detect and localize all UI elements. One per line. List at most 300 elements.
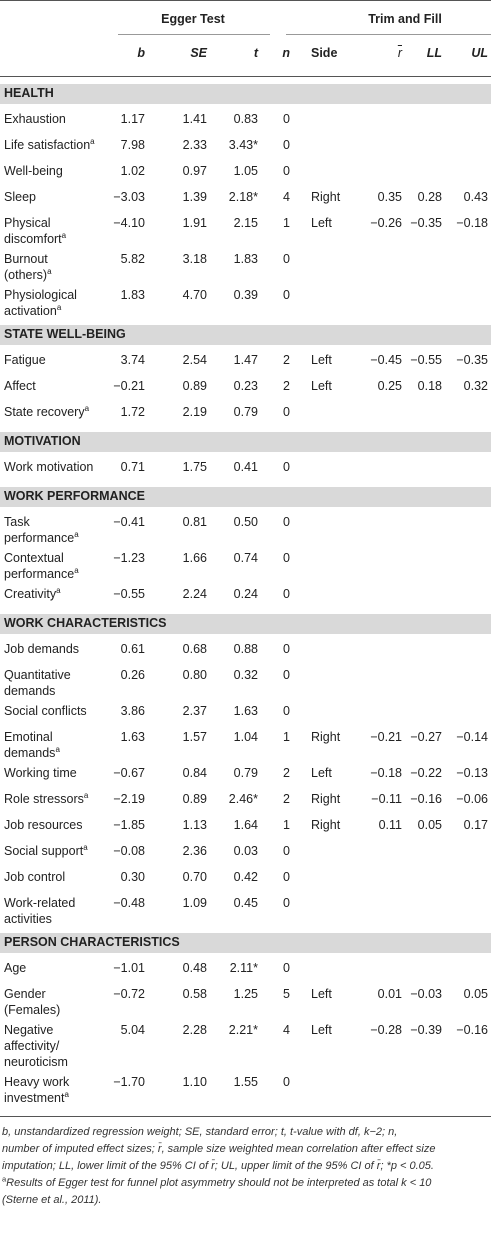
table-bottom-rule (0, 1116, 491, 1117)
cell-t: 0.24 (233, 587, 258, 601)
cell-se: 0.48 (182, 961, 207, 975)
cell-se: 2.36 (182, 844, 207, 858)
row-label-text: Age (4, 961, 27, 975)
cell-ul: −0.35 (456, 353, 488, 367)
cell-b: 5.82 (120, 252, 145, 266)
column-header-t: t (253, 46, 258, 60)
table-row (0, 729, 491, 765)
table-row (0, 189, 491, 215)
cell-side: Right (311, 190, 341, 204)
cell-ul: −0.13 (456, 766, 488, 780)
cell-n: 4 (283, 1023, 290, 1037)
cell-t: 2.11* (229, 961, 258, 975)
row-label (4, 960, 26, 976)
cell-b: 0.71 (120, 460, 145, 474)
cell-ll: −0.27 (410, 730, 442, 744)
cell-b: −2.19 (113, 792, 145, 806)
row-label (4, 287, 77, 303)
cell-n: 0 (283, 961, 290, 975)
row-label (4, 378, 36, 394)
cell-t: 2.46* (228, 792, 258, 806)
footnote-marker: a (83, 790, 89, 800)
row-label (4, 1090, 69, 1106)
row-label (4, 111, 66, 127)
cell-n: 0 (283, 164, 290, 178)
cell-se: 1.57 (182, 730, 207, 744)
cell-n: 0 (283, 870, 290, 884)
cell-se: 0.84 (182, 766, 207, 780)
row-label (4, 869, 65, 885)
row-label-text: Heavy work (4, 1075, 70, 1089)
table-row (0, 215, 491, 251)
cell-b: 1.17 (120, 112, 145, 126)
row-label-text: Task (4, 515, 30, 529)
cell-se: 0.89 (182, 379, 207, 393)
section-title: WORK PERFORMANCE (4, 489, 145, 503)
cell-b: 0.30 (120, 870, 145, 884)
cell-ul: 0.32 (463, 379, 488, 393)
cell-b: 3.86 (120, 704, 145, 718)
table-row (0, 817, 491, 843)
cell-n: 1 (283, 730, 290, 744)
cell-r: 0.35 (377, 190, 402, 204)
table-row (0, 251, 491, 287)
cell-ll: 0.28 (417, 190, 442, 204)
row-label (4, 251, 48, 267)
cell-t: 2.18* (228, 190, 258, 204)
cell-n: 0 (283, 704, 290, 718)
cell-t: 1.25 (233, 987, 258, 1001)
row-label (4, 231, 66, 247)
table-footnote (2, 1124, 488, 1209)
cell-r: 0.01 (377, 987, 402, 1001)
cell-se: 0.58 (182, 987, 207, 1001)
footnote-marker: a (90, 136, 95, 146)
cell-ll: −0.03 (410, 987, 442, 1001)
trim-fill-group-header: Trim and Fill (368, 12, 442, 26)
footnote-marker: a (64, 1089, 69, 1099)
cell-se: 2.54 (182, 353, 207, 367)
cell-b: −3.03 (113, 190, 145, 204)
table-row (0, 869, 491, 895)
row-label (4, 404, 89, 420)
section-title: HEALTH (4, 86, 54, 100)
table-row (0, 843, 491, 869)
cell-se: 0.81 (182, 515, 207, 529)
cell-se: 0.68 (182, 642, 207, 656)
cell-side: Left (311, 1023, 332, 1037)
row-label-text: Exhaustion (4, 112, 66, 126)
cell-t: 1.64 (233, 818, 258, 832)
column-header-n: n (282, 46, 290, 60)
header-bottom-rule (0, 76, 491, 77)
row-label-text: Creativity (4, 587, 57, 601)
section-band (0, 432, 491, 452)
footnote-marker: a (56, 302, 62, 312)
footnote-line: b, unstandardized regression weight; SE, standard error; t, t-value with df, k−2; n, (2, 1126, 398, 1138)
cell-n: 0 (283, 460, 290, 474)
cell-ul: −0.16 (456, 1023, 488, 1037)
cell-b: −1.85 (113, 818, 145, 832)
row-label (4, 189, 36, 205)
cell-b: 0.26 (120, 668, 145, 682)
cell-b: −0.48 (113, 896, 145, 910)
row-label-text: Well-being (4, 164, 63, 178)
footnote-line: (Sterne et al., 2011). (2, 1194, 102, 1206)
table-row (0, 352, 491, 378)
table-row (0, 703, 491, 729)
row-label-text: Job demands (4, 642, 80, 656)
row-label-text: Work-related (4, 896, 76, 910)
cell-r: 0.11 (378, 818, 402, 832)
row-label-text: (Females) (4, 1003, 61, 1017)
section-title: PERSON CHARACTERISTICS (4, 935, 180, 949)
table-row (0, 378, 491, 404)
cell-se: 2.24 (182, 587, 207, 601)
row-label (4, 817, 83, 833)
cell-se: 2.37 (182, 704, 207, 718)
cell-b: 0.61 (120, 642, 145, 656)
cell-se: 4.70 (182, 288, 207, 302)
cell-se: 2.28 (182, 1023, 207, 1037)
cell-se: 1.41 (182, 112, 207, 126)
footnote-marker: a (84, 403, 90, 413)
footnote-marker: a (56, 585, 61, 595)
cell-t: 0.79 (233, 405, 258, 419)
cell-side: Right (311, 792, 341, 806)
table-row (0, 586, 491, 612)
cell-b: −1.23 (113, 551, 145, 565)
row-label-text: Physiological (4, 288, 77, 302)
row-label (4, 703, 87, 719)
cell-b: −0.08 (113, 844, 145, 858)
row-label (4, 137, 95, 153)
row-label (4, 1054, 68, 1070)
cell-t: 1.83 (233, 252, 258, 266)
row-label (4, 667, 71, 683)
table-row (0, 287, 491, 323)
cell-t: 1.63 (233, 704, 258, 718)
row-label-text: Negative (4, 1023, 54, 1037)
cell-ll: −0.55 (410, 353, 442, 367)
row-label (4, 729, 53, 745)
footnote-marker: a (55, 744, 60, 754)
cell-ul: 0.43 (463, 190, 488, 204)
cell-side: Left (311, 353, 332, 367)
cell-se: 2.33 (182, 138, 207, 152)
row-label (4, 843, 88, 859)
cell-ul: −0.18 (456, 216, 488, 230)
row-label (4, 745, 60, 761)
row-label-text: Fatigue (4, 353, 46, 367)
cell-side: Right (311, 730, 341, 744)
cell-se: 1.75 (182, 460, 207, 474)
row-label (4, 1022, 53, 1038)
row-label-text: demands (4, 746, 56, 760)
section-band (0, 84, 491, 104)
table-row (0, 111, 491, 137)
row-label (4, 641, 79, 657)
cell-r: −0.11 (371, 792, 402, 806)
table-row (0, 1074, 491, 1110)
egger-underline (118, 34, 270, 35)
row-label (4, 895, 75, 911)
cell-ll: −0.35 (410, 216, 442, 230)
cell-r: −0.45 (370, 353, 402, 367)
section-band (0, 614, 491, 634)
cell-ul: −0.06 (456, 792, 488, 806)
cell-t: 0.32 (233, 668, 258, 682)
table-row (0, 667, 491, 703)
footnote-marker: a (61, 230, 67, 240)
footnote-marker: a (74, 565, 79, 575)
cell-n: 0 (283, 112, 290, 126)
row-label (4, 566, 79, 582)
cell-b: 1.02 (120, 164, 145, 178)
cell-side: Right (311, 818, 341, 832)
row-label-text: performance (4, 531, 75, 545)
table-row (0, 641, 491, 667)
row-label (4, 765, 77, 781)
cell-se: 0.80 (182, 668, 207, 682)
cell-r: −0.21 (370, 730, 402, 744)
row-label-text: performance (4, 567, 75, 581)
cell-t: 1.04 (233, 730, 258, 744)
row-label (4, 586, 61, 602)
cell-b: −0.21 (113, 379, 145, 393)
row-label (4, 1002, 60, 1018)
row-label-text: demands (4, 684, 56, 698)
footnote-line: imputation; LL, lower limit of the 95% CI of r̄; UL, upper limit of the 95% CI of r̄; *p < 0.05. (2, 1160, 434, 1172)
cell-n: 0 (283, 252, 290, 266)
cell-b: 1.63 (120, 730, 145, 744)
row-label-text: Role stressors (4, 792, 84, 806)
row-label-text: Gender (4, 987, 46, 1001)
section-title: WORK CHARACTERISTICS (4, 616, 167, 630)
r-bar-symbol: $\overline{r}$ (397, 46, 402, 60)
row-label (4, 683, 55, 699)
cell-se: 1.09 (182, 896, 207, 910)
row-label-text: neuroticism (4, 1055, 68, 1069)
cell-t: 0.79 (233, 766, 258, 780)
row-label-text: Social conflicts (4, 704, 87, 718)
cell-n: 5 (283, 987, 290, 1001)
cell-t: 2.15 (233, 216, 258, 230)
cell-n: 2 (283, 379, 290, 393)
footnote-line (2, 1175, 488, 1192)
cell-t: 1.55 (233, 1075, 258, 1089)
table-row (0, 459, 491, 485)
cell-r: −0.26 (370, 216, 402, 230)
table-row (0, 765, 491, 791)
cell-ll: 0.18 (417, 379, 442, 393)
section-band (0, 487, 491, 507)
cell-r: 0.25 (377, 379, 402, 393)
row-label-text: investment (4, 1091, 65, 1105)
cell-t: 0.74 (233, 551, 258, 565)
footnote-text: Results of Egger test for funnel plot asymmetry should not be interpreted as total k < 10 (6, 1177, 432, 1189)
row-label (4, 911, 52, 927)
cell-n: 0 (283, 551, 290, 565)
cell-n: 2 (283, 353, 290, 367)
cell-side: Left (311, 379, 332, 393)
trim-underline (286, 34, 491, 35)
row-label-text: Sleep (4, 190, 36, 204)
cell-b: 1.72 (120, 405, 145, 419)
table-row (0, 404, 491, 430)
cell-b: −0.67 (113, 766, 145, 780)
cell-b: −1.01 (113, 961, 145, 975)
row-label-text: activities (4, 912, 52, 926)
row-label-text: Affect (4, 379, 36, 393)
cell-se: 2.19 (182, 405, 207, 419)
table-row (0, 1022, 491, 1074)
cell-se: 0.70 (182, 870, 207, 884)
cell-n: 0 (283, 138, 290, 152)
cell-b: −0.41 (113, 515, 145, 529)
cell-ul: 0.05 (463, 987, 488, 1001)
footnote-marker: a (74, 529, 79, 539)
cell-t: 0.39 (233, 288, 258, 302)
table-row (0, 514, 491, 550)
section-band (0, 933, 491, 953)
cell-b: −4.10 (113, 216, 145, 230)
section-title: STATE WELL-BEING (4, 327, 126, 341)
cell-n: 0 (283, 288, 290, 302)
row-label (4, 459, 93, 475)
cell-r: −0.28 (370, 1023, 402, 1037)
row-label (4, 986, 46, 1002)
row-label-text: Life satisfaction (4, 138, 91, 152)
row-label (4, 352, 46, 368)
row-label-text: (others) (4, 268, 48, 282)
section-band (0, 325, 491, 345)
cell-ul: −0.14 (456, 730, 488, 744)
row-label-text: Work motivation (4, 460, 94, 474)
cell-t: 0.41 (233, 460, 258, 474)
column-header-b: b (137, 46, 145, 60)
cell-se: 3.18 (182, 252, 207, 266)
cell-n: 1 (283, 818, 290, 832)
cell-t: 1.05 (233, 164, 258, 178)
column-header-se: SE (190, 46, 207, 60)
cell-n: 0 (283, 1075, 290, 1089)
row-label-text: Contextual (4, 551, 64, 565)
cell-n: 0 (283, 896, 290, 910)
cell-t: 0.03 (233, 844, 258, 858)
cell-ll: −0.22 (410, 766, 442, 780)
cell-t: 0.83 (233, 112, 258, 126)
column-header-r (398, 45, 402, 61)
cell-b: −0.55 (113, 587, 145, 601)
table-row (0, 163, 491, 189)
cell-t: 0.88 (233, 642, 258, 656)
row-label-text: Quantitative (4, 668, 71, 682)
cell-b: 3.74 (120, 353, 145, 367)
cell-t: 0.45 (233, 896, 258, 910)
cell-n: 0 (283, 642, 290, 656)
row-label-text: Emotinal (4, 730, 53, 744)
cell-t: 1.47 (233, 353, 258, 367)
table-row (0, 550, 491, 586)
table-row (0, 791, 491, 817)
row-label (4, 550, 64, 566)
row-label-text: discomfort (4, 232, 62, 246)
cell-se: 0.97 (182, 164, 207, 178)
row-label-text: Social support (4, 844, 84, 858)
cell-ll: 0.05 (417, 818, 442, 832)
cell-t: 2.21* (228, 1023, 258, 1037)
cell-n: 0 (283, 844, 290, 858)
row-label (4, 267, 52, 283)
cell-se: 0.89 (182, 792, 207, 806)
cell-b: −0.72 (113, 987, 145, 1001)
cell-se: 1.13 (182, 818, 207, 832)
row-label (4, 215, 51, 231)
row-label (4, 514, 30, 530)
cell-b: 5.04 (120, 1023, 145, 1037)
row-label (4, 530, 79, 546)
row-label (4, 1074, 69, 1090)
column-header-ul: UL (471, 46, 488, 60)
cell-n: 0 (283, 668, 290, 682)
cell-side: Left (311, 766, 332, 780)
row-label-text: Working time (4, 766, 77, 780)
table-row (0, 986, 491, 1022)
footnote-marker: a (2, 1174, 7, 1184)
row-label-text: Job resources (4, 818, 83, 832)
cell-se: 1.91 (182, 216, 207, 230)
cell-n: 0 (283, 405, 290, 419)
cell-side: Left (311, 216, 332, 230)
row-label (4, 303, 61, 319)
cell-se: 1.10 (182, 1075, 207, 1089)
cell-n: 2 (283, 766, 290, 780)
cell-b: 1.83 (120, 288, 145, 302)
footnote-line: number of imputed effect sizes; r̄, sample size weighted mean correlation after effect size (2, 1143, 436, 1155)
cell-t: 0.23 (233, 379, 258, 393)
footnote-marker: a (83, 842, 88, 852)
cell-n: 0 (283, 515, 290, 529)
cell-se: 1.39 (182, 190, 207, 204)
row-label (4, 791, 88, 807)
row-label-text: Physical (4, 216, 51, 230)
cell-ll: −0.16 (410, 792, 442, 806)
top-rule (0, 0, 491, 1)
row-label-text: State recovery (4, 405, 85, 419)
column-header-ll: LL (426, 46, 442, 60)
row-label-text: affectivity/ (4, 1039, 60, 1053)
row-label-text: activation (4, 304, 57, 318)
table-row (0, 137, 491, 163)
cell-se: 1.66 (182, 551, 207, 565)
cell-ll: −0.39 (410, 1023, 442, 1037)
cell-t: 3.43* (228, 138, 258, 152)
cell-n: 1 (283, 216, 290, 230)
cell-r: −0.18 (370, 766, 402, 780)
cell-n: 0 (283, 587, 290, 601)
row-label-text: Job control (4, 870, 66, 884)
cell-b: −1.70 (113, 1075, 145, 1089)
section-title: MOTIVATION (4, 434, 81, 448)
table-row (0, 960, 491, 986)
row-label (4, 1038, 59, 1054)
cell-n: 2 (283, 792, 290, 806)
egger-group-header: Egger Test (161, 12, 225, 26)
cell-t: 0.50 (233, 515, 258, 529)
cell-b: 7.98 (120, 138, 145, 152)
cell-n: 4 (283, 190, 290, 204)
